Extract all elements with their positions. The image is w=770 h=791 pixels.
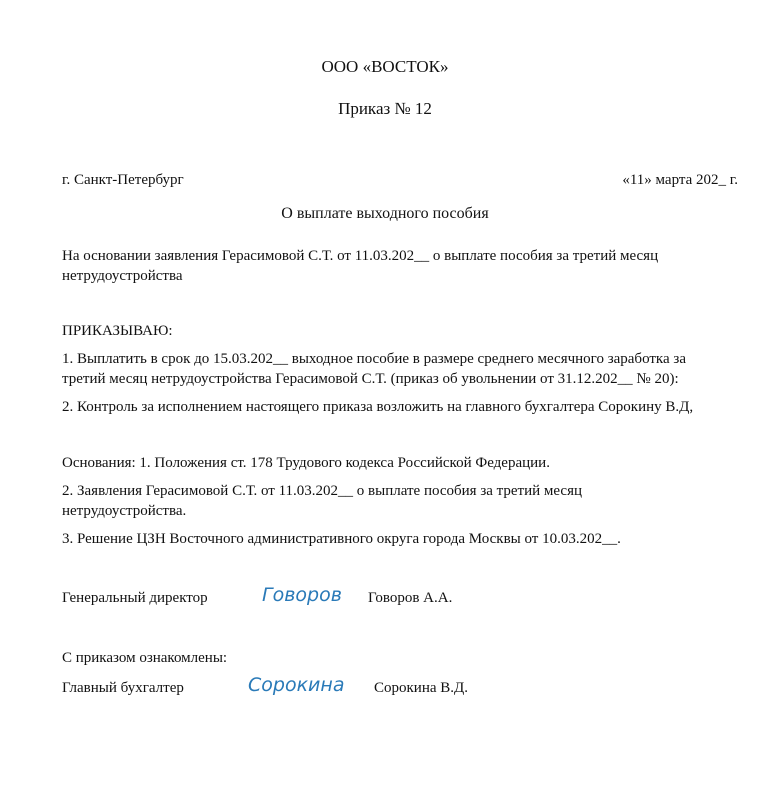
order-heading: ПРИКАЗЫВАЮ: bbox=[62, 323, 173, 339]
preamble-line-1: На основании заявления Герасимовой С.Т. от 11.03.202__ о выплате пособия за третий месяц bbox=[62, 248, 659, 264]
grounds-item-3: 3. Решение ЦЗН Восточного административного округа города Москвы от 10.03.202__. bbox=[62, 531, 621, 547]
order-item-1-line-1: 1. Выплатить в срок до 15.03.202__ выходное пособие в размере среднего месячного заработка за bbox=[62, 351, 686, 367]
city: г. Санкт-Петербург bbox=[62, 172, 184, 188]
accountant-position: Главный бухгалтер bbox=[62, 680, 184, 696]
director-name: Говоров А.А. bbox=[368, 590, 453, 606]
order-subject: О выплате выходного пособия bbox=[281, 205, 489, 222]
order-item-1-line-2: третий месяц нетрудоустройства Герасимовой С.Т. (приказ об увольнении от 31.12.202__ № 20): bbox=[62, 371, 679, 387]
director-position: Генеральный директор bbox=[62, 590, 208, 606]
grounds-item-2-line-2: нетрудоустройства. bbox=[62, 503, 187, 519]
grounds-item-1: Основания: 1. Положения ст. 178 Трудового кодекса Российской Федерации. bbox=[62, 455, 550, 471]
acquainted-label: С приказом ознакомлены: bbox=[62, 650, 228, 666]
accountant-signature: Сорокина bbox=[248, 674, 345, 696]
order-item-2: 2. Контроль за исполнением настоящего приказа возложить на главного бухгалтера Сорокину В.Д, bbox=[62, 399, 694, 415]
order-title: Приказ № 12 bbox=[338, 99, 432, 118]
director-signature: Говоров bbox=[262, 584, 342, 606]
grounds-item-2 bbox=[62, 481, 752, 521]
preamble-line-2: нетрудоустройства bbox=[62, 268, 183, 284]
order-item-1 bbox=[62, 349, 752, 389]
accountant-name: Сорокина В.Д. bbox=[374, 680, 468, 696]
grounds-item-2-line-1: 2. Заявления Герасимовой С.Т. от 11.03.202__ о выплате пособия за третий месяц bbox=[62, 483, 583, 499]
preamble bbox=[62, 246, 752, 286]
order-date: «11» марта 202_ г. bbox=[622, 172, 738, 188]
organization-name: ООО «ВОСТОК» bbox=[321, 57, 449, 76]
